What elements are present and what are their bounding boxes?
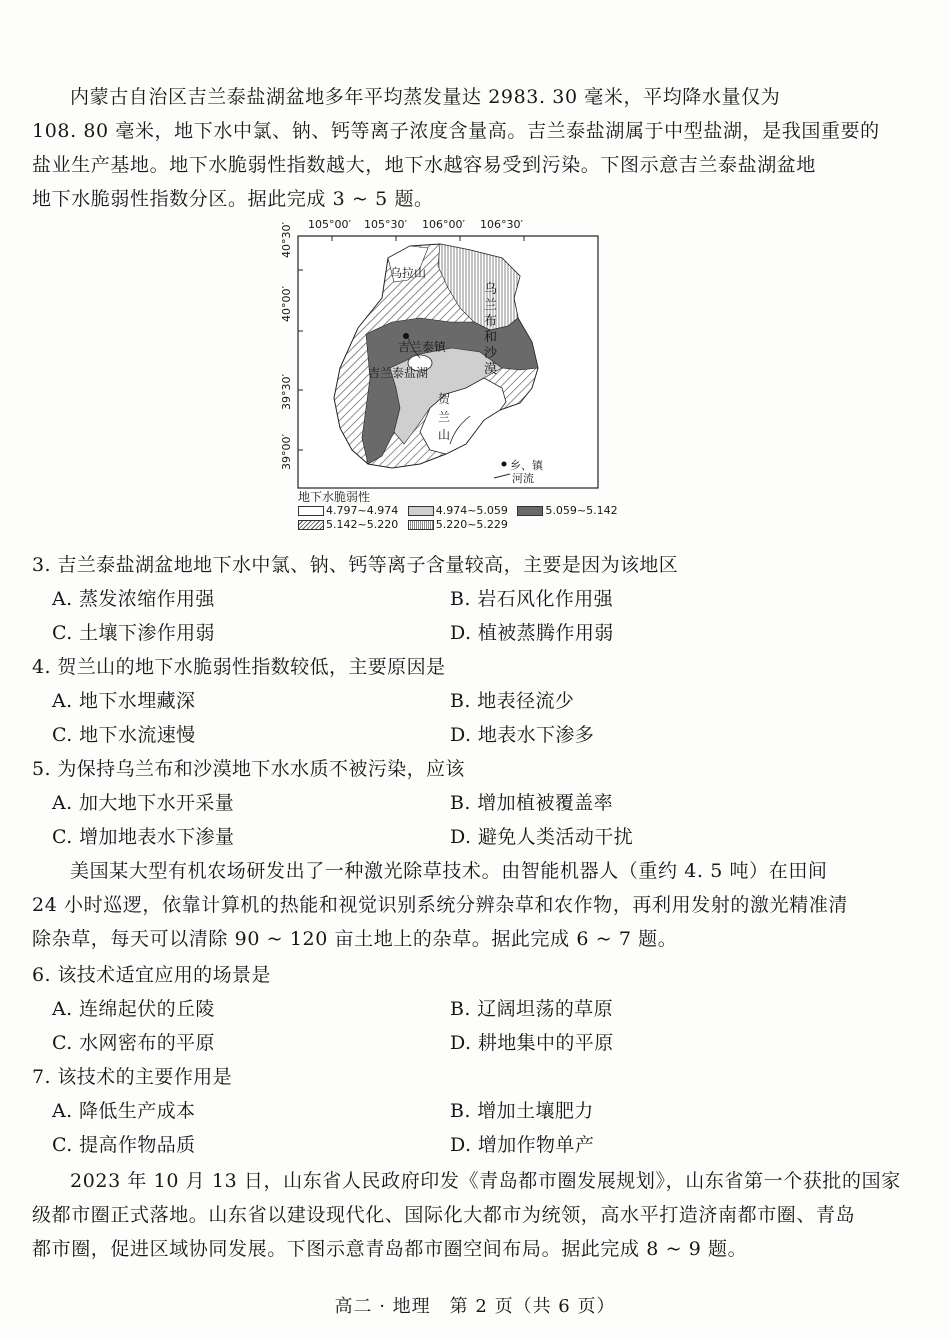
intro-paragraph-3 (32, 1164, 901, 1266)
label-jilantai-lake: 吉兰泰盐湖 (368, 366, 429, 380)
question-4-stem: 4. 贺兰山的地下水脆弱性指数较低，主要原因是 (32, 656, 446, 678)
lon-label-2: 105°30′ (364, 218, 407, 231)
question-7-stem: 7. 该技术的主要作用是 (32, 1066, 232, 1088)
legend-river-label: 河流 (512, 472, 534, 485)
question-7-option-c[interactable]: C. 提高作物品质 (52, 1134, 196, 1156)
legend-swatch-2 (408, 506, 434, 516)
intro-1-line-4: 地下水脆弱性指数分区。据此完成 3 ~ 5 题。 (32, 188, 434, 210)
lon-label-4: 106°30′ (480, 218, 523, 231)
question-6-option-c[interactable]: C. 水网密布的平原 (52, 1032, 215, 1054)
lat-label-1: 40°30′ (280, 222, 293, 258)
question-4-option-c[interactable]: C. 地下水流速慢 (52, 724, 196, 746)
legend-item-2-text: 4.974~5.059 (435, 504, 508, 517)
legend-item-4-text: 5.142~5.220 (326, 518, 399, 531)
legend-item-2 (408, 504, 508, 517)
legend-item-1-text: 4.797~4.974 (326, 504, 399, 517)
question-6-stem: 6. 该技术适宜应用的场景是 (32, 964, 271, 986)
lat-label-2: 40°00′ (280, 286, 293, 322)
question-6-option-d[interactable]: D. 耕地集中的平原 (450, 1032, 614, 1054)
question-5-option-a[interactable]: A. 加大地下水开采量 (52, 792, 235, 814)
intro-2-line-3: 除杂草，每天可以清除 90 ~ 120 亩土地上的杂草。据此完成 6 ~ 7 题。 (32, 928, 678, 950)
question-6-option-a[interactable]: A. 连绵起伏的丘陵 (52, 998, 215, 1020)
legend-row-2 (298, 518, 624, 532)
question-5-option-b[interactable]: B. 增加植被覆盖率 (450, 792, 614, 814)
legend-item-1 (298, 504, 398, 517)
lon-label-1: 105°00′ (308, 218, 351, 231)
question-5-stem: 5. 为保持乌兰布和沙漠地下水水质不被污染，应该 (32, 758, 465, 780)
lat-label-4: 39°00′ (280, 434, 293, 470)
groundwater-vulnerability-map (270, 218, 618, 536)
intro-1-line-2: 108. 80 毫米，地下水中氯、钠、钙等离子浓度含量高。吉兰泰盐湖属于中型盐湖，是我国重要的 (32, 120, 880, 142)
legend-item-5-text: 5.220~5.229 (435, 518, 508, 531)
label-helanshan: 贺兰山 (438, 392, 451, 442)
intro-1-line-1: 内蒙古自治区吉兰泰盐湖盆地多年平均蒸发量达 2983. 30 毫米，平均降水量仅为 (70, 86, 781, 108)
lat-label-3: 39°30′ (280, 374, 293, 410)
legend-town-symbol (502, 462, 507, 467)
question-3-option-d[interactable]: D. 植被蒸腾作用弱 (450, 622, 614, 644)
intro-1-line-3: 盐业生产基地。地下水脆弱性指数越大，地下水越容易受到污染。下图示意吉兰泰盐湖盆地 (32, 154, 817, 176)
question-3-option-a[interactable]: A. 蒸发浓缩作用强 (52, 588, 215, 610)
legend-item-3 (517, 504, 617, 517)
label-wulanbuhe: 乌兰布和沙漠 (484, 282, 498, 377)
legend-item-5 (408, 518, 508, 531)
longitude-labels (308, 218, 523, 231)
question-3-stem: 3. 吉兰泰盐湖盆地地下水中氯、钠、钙等离子含量较高，主要是因为该地区 (32, 554, 679, 576)
page-footer: 高二 · 地理 第 2 页（共 6 页） (334, 1296, 616, 1317)
lon-label-3: 106°00′ (422, 218, 465, 231)
legend-swatch-5 (408, 520, 434, 530)
question-3-option-c[interactable]: C. 土壤下渗作用弱 (52, 622, 215, 644)
legend-town-label: 乡、镇 (510, 459, 543, 472)
question-4-option-a[interactable]: A. 地下水埋藏深 (52, 690, 196, 712)
question-5-option-d[interactable]: D. 避免人类活动干扰 (450, 826, 634, 848)
intro-paragraph-2 (32, 854, 849, 956)
question-7-option-a[interactable]: A. 降低生产成本 (52, 1100, 196, 1122)
question-7-option-d[interactable]: D. 增加作物单产 (450, 1134, 595, 1156)
question-7-option-b[interactable]: B. 增加土壤肥力 (450, 1100, 594, 1122)
label-wulashan: 乌拉山 (390, 266, 427, 280)
question-3-option-b[interactable]: B. 岩石风化作用强 (450, 588, 614, 610)
legend-swatch-3 (517, 506, 543, 516)
question-4-option-b[interactable]: B. 地表径流少 (450, 690, 575, 712)
intro-3-line-1: 2023 年 10 月 13 日，山东省人民政府印发《青岛都市圈发展规划》，山东省第一个获批的国家 (70, 1170, 901, 1192)
question-6-option-b[interactable]: B. 辽阔坦荡的草原 (450, 998, 614, 1020)
label-jilantai-town: 吉兰泰镇 (398, 340, 447, 354)
vulnerability-legend (298, 490, 624, 532)
intro-paragraph-1 (32, 80, 880, 216)
intro-2-line-2: 24 小时巡逻，依靠计算机的热能和视觉识别系统分辨杂草和农作物，再利用发射的激光精准清 (32, 894, 849, 916)
legend-row-1 (298, 504, 624, 518)
legend-item-4 (298, 518, 398, 531)
intro-3-line-3: 都市圈，促进区域协同发展。下图示意青岛都市圈空间布局。据此完成 8 ~ 9 题。 (32, 1238, 748, 1260)
question-5-option-c[interactable]: C. 增加地表水下渗量 (52, 826, 235, 848)
legend-swatch-4 (298, 520, 324, 530)
legend-item-3-text: 5.059~5.142 (545, 504, 618, 517)
intro-2-line-1: 美国某大型有机农场研发出了一种激光除草技术。由智能机器人（重约 4. 5 吨）在田间 (70, 860, 828, 882)
question-4-option-d[interactable]: D. 地表水下渗多 (450, 724, 595, 746)
intro-3-line-2: 级都市圈正式落地。山东省以建设现代化、国际化大都市为统领，高水平打造济南都市圈、青岛 (32, 1204, 856, 1226)
legend-swatch-1 (298, 506, 324, 516)
legend-title: 地下水脆弱性 (298, 490, 371, 504)
